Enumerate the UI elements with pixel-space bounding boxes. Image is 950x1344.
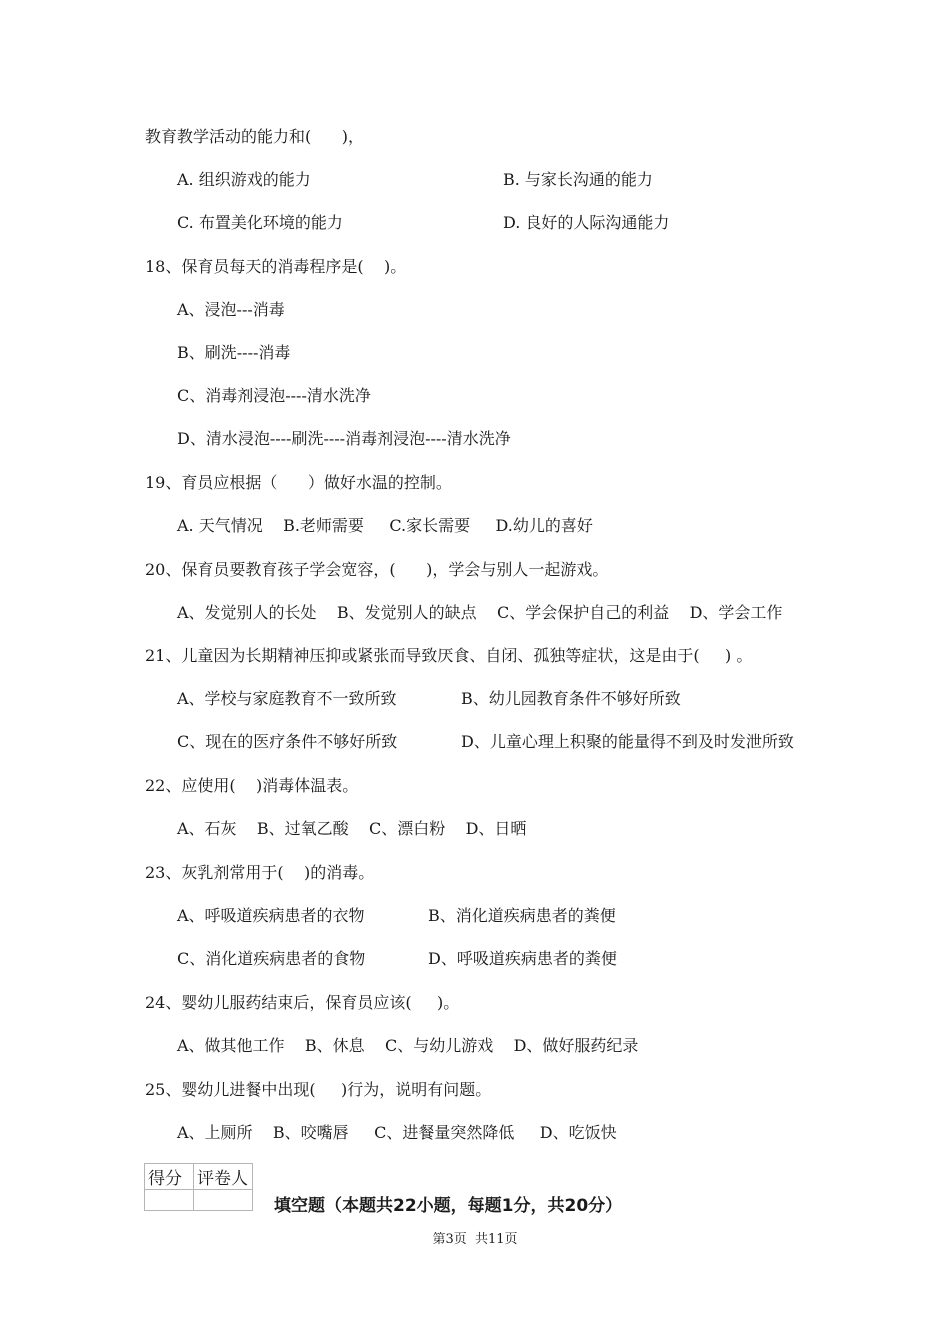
q23-option-b: B、消化道疾病患者的粪便 <box>428 906 616 925</box>
q17-option-a: A. 组织游戏的能力 <box>177 170 311 189</box>
q22-options: A、石灰 B、过氧乙酸 C、漂白粉 D、日晒 <box>177 819 527 838</box>
q21-option-a: A、学校与家庭教育不一致所致 <box>177 689 397 708</box>
q18-option-a: A、浸泡---消毒 <box>177 300 285 319</box>
q18-option-b: B、刷洗----消毒 <box>177 343 291 362</box>
q18-option-c: C、消毒剂浸泡----清水洗净 <box>177 386 371 405</box>
question-23: 23、灰乳剂常用于( )的消毒。 <box>145 863 375 882</box>
q25-options: A、上厕所 B、咬嘴唇 C、进餐量突然降低 D、吃饭快 <box>177 1123 617 1142</box>
reviewer-label: 评卷人 <box>194 1164 253 1190</box>
q23-option-c: C、消化道疾病患者的食物 <box>177 949 366 968</box>
question-22: 22、应使用( )消毒体温表。 <box>145 776 359 795</box>
question-18: 18、保育员每天的消毒程序是( )。 <box>145 257 407 276</box>
q19-options: A. 天气情况 B.老师需要 C.家长需要 D.幼儿的喜好 <box>177 516 593 535</box>
q23-option-a: A、呼吸道疾病患者的衣物 <box>177 906 365 925</box>
score-label: 得分 <box>145 1164 194 1190</box>
q21-option-b: B、幼儿园教育条件不够好所致 <box>461 689 681 708</box>
question-19: 19、育员应根据（ ）做好水温的控制。 <box>145 473 452 492</box>
reviewer-cell <box>194 1190 253 1211</box>
score-box <box>144 1163 253 1211</box>
section-title: 填空题（本题共22小题，每题1分，共20分） <box>274 1196 623 1216</box>
question-21: 21、儿童因为长期精神压抑或紧张而导致厌食、自闭、孤独等症状，这是由于( ) 。 <box>145 646 753 665</box>
q21-option-c: C、现在的医疗条件不够好所致 <box>177 732 398 751</box>
page-footer: 第3页 共11页 <box>432 1232 518 1247</box>
q17-option-b: B. 与家长沟通的能力 <box>503 170 653 189</box>
q21-option-d: D、儿童心理上积聚的能量得不到及时发泄所致 <box>461 732 794 751</box>
q24-options: A、做其他工作 B、休息 C、与幼儿游戏 D、做好服药纪录 <box>177 1036 639 1055</box>
q18-option-d: D、清水浸泡----刷洗----消毒剂浸泡----清水洗净 <box>177 429 511 448</box>
score-cell <box>145 1190 194 1211</box>
q23-option-d: D、呼吸道疾病患者的粪便 <box>428 949 617 968</box>
q20-options: A、发觉别人的长处 B、发觉别人的缺点 C、学会保护自己的利益 D、学会工作 <box>177 603 783 622</box>
question-17-continuation: 教育教学活动的能力和( )， <box>145 127 365 146</box>
question-25: 25、婴幼儿进餐中出现( )行为，说明有问题。 <box>145 1080 492 1099</box>
q17-option-d: D. 良好的人际沟通能力 <box>503 213 670 232</box>
q17-option-c: C. 布置美化环境的能力 <box>177 213 343 232</box>
question-20: 20、保育员要教育孩子学会宽容，( )，学会与别人一起游戏。 <box>145 560 609 579</box>
question-24: 24、婴幼儿服药结束后，保育员应该( )。 <box>145 993 460 1012</box>
